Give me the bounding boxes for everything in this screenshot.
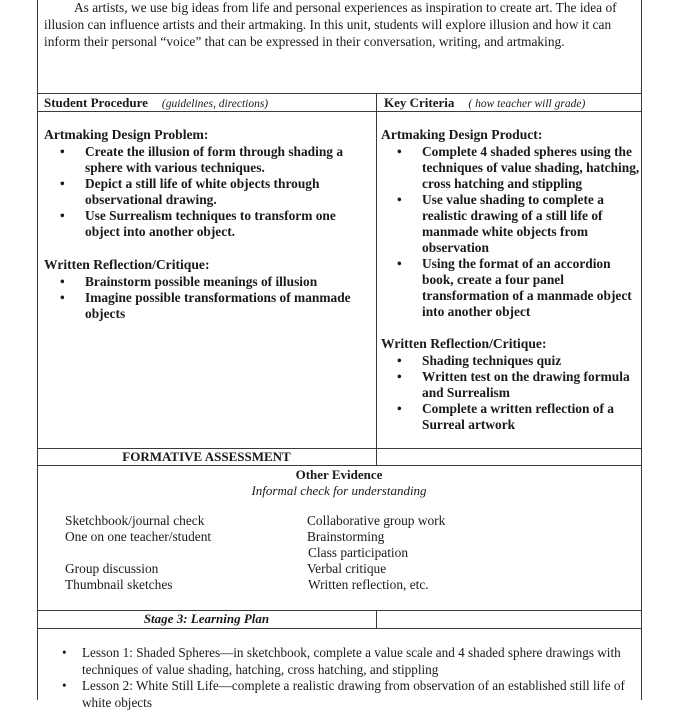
bullet-icon: •	[60, 144, 65, 159]
formative-assessment-title: FORMATIVE ASSESSMENT	[122, 449, 291, 464]
bullet-icon: •	[60, 274, 65, 289]
bullet-icon: •	[397, 144, 402, 159]
list-item: • Use value shading to complete a realistic drawing of a still life of manmade white objects from observation	[397, 192, 604, 255]
list-item: • Written test on the drawing formula and Surrealism	[397, 369, 630, 400]
list-item: • Complete a written reflection of a Surreal artwork	[397, 401, 614, 432]
intro-paragraph: As artists, we use big ideas from life and personal experiences as inspiration to create art. The idea of illusion can influence artists and their artmaking. In this unit, students will explore illusion and how it can inform their personal “voice” that can be expressed in their conversation, writing, and artmaking.	[44, 0, 617, 49]
student-procedure-header	[44, 95, 268, 111]
row-divider	[37, 465, 642, 466]
design-product-heading: Artmaking Design Product:	[381, 127, 543, 142]
lesson-item: • Lesson 1: Shaded Spheres—in sketchbook, complete a value scale and 4 shaded sphere drawings with techniques of value shading, hatching, cross hatching, and stippling	[62, 645, 621, 677]
column-divider	[376, 610, 377, 628]
bullet-icon: •	[397, 256, 402, 271]
column-divider	[376, 93, 377, 465]
list-item: • Shading techniques quiz	[397, 353, 562, 368]
stage3-title: Stage 3: Learning Plan	[143, 611, 270, 626]
evidence-item: Sketchbook/journal check	[65, 513, 205, 528]
design-problem-heading: Artmaking Design Problem:	[44, 127, 209, 142]
list-item: • Brainstorm possible meanings of illusion	[60, 274, 318, 289]
unit-introduction	[44, 0, 636, 50]
other-evidence-subtitle: Informal check for understanding	[251, 483, 427, 498]
bullet-icon: •	[397, 353, 402, 368]
student-procedure-subtitle: (guidelines, directions)	[161, 98, 269, 110]
evidence-item: One on one teacher/student	[65, 529, 212, 544]
criteria-reflection-heading: Written Reflection/Critique:	[381, 336, 547, 351]
design-problem-list	[44, 144, 364, 240]
evidence-item: Class participation	[308, 545, 409, 560]
key-criteria-subtitle: ( how teacher will grade)	[468, 98, 586, 110]
list-item: • Using the format of an accordion book, create a four panel transformation of a manmade object into another object	[397, 256, 632, 319]
key-criteria-title: Key Criteria	[384, 95, 455, 110]
list-item: • Use Surrealism techniques to transform one object into another object.	[60, 208, 336, 239]
student-reflection-list	[44, 274, 364, 322]
bullet-icon: •	[397, 401, 402, 416]
evidence-item: Brainstorming	[307, 529, 385, 544]
lesson-item: • Lesson 2: White Still Life—complete a realistic drawing from observation of an established still life of white objects	[62, 678, 625, 710]
list-item: • Depict a still life of white objects through observational drawing.	[60, 176, 320, 207]
evidence-item: Verbal critique	[307, 561, 387, 576]
key-criteria-header	[384, 95, 585, 111]
table-right-border	[641, 0, 642, 700]
list-item: • Complete 4 shaded spheres using the techniques of value shading, hatching, cross hatching and stippling	[397, 144, 640, 191]
row-divider	[37, 628, 642, 629]
row-divider	[37, 93, 642, 94]
row-divider	[37, 111, 642, 112]
evidence-item: Group discussion	[65, 561, 159, 576]
evidence-item: Thumbnail sketches	[65, 577, 173, 592]
list-item: • Create the illusion of form through shading a sphere with various techniques.	[60, 144, 344, 175]
lesson-list	[60, 645, 630, 711]
criteria-reflection-list	[381, 353, 643, 433]
table-left-border	[37, 0, 38, 700]
student-procedure-title: Student Procedure	[44, 95, 148, 110]
design-product-list	[381, 144, 643, 320]
other-evidence-title: Other Evidence	[295, 467, 383, 482]
bullet-icon: •	[60, 176, 65, 191]
evidence-item: Collaborative group work	[307, 513, 446, 528]
bullet-icon: •	[60, 290, 65, 305]
bullet-icon: •	[62, 678, 67, 693]
bullet-icon: •	[397, 369, 402, 384]
bullet-icon: •	[62, 645, 67, 660]
list-item: • Imagine possible transformations of manmade objects	[60, 290, 351, 321]
student-reflection-heading: Written Reflection/Critique:	[44, 257, 210, 272]
evidence-item: Written reflection, etc.	[308, 577, 429, 592]
bullet-icon: •	[60, 208, 65, 223]
bullet-icon: •	[397, 192, 402, 207]
